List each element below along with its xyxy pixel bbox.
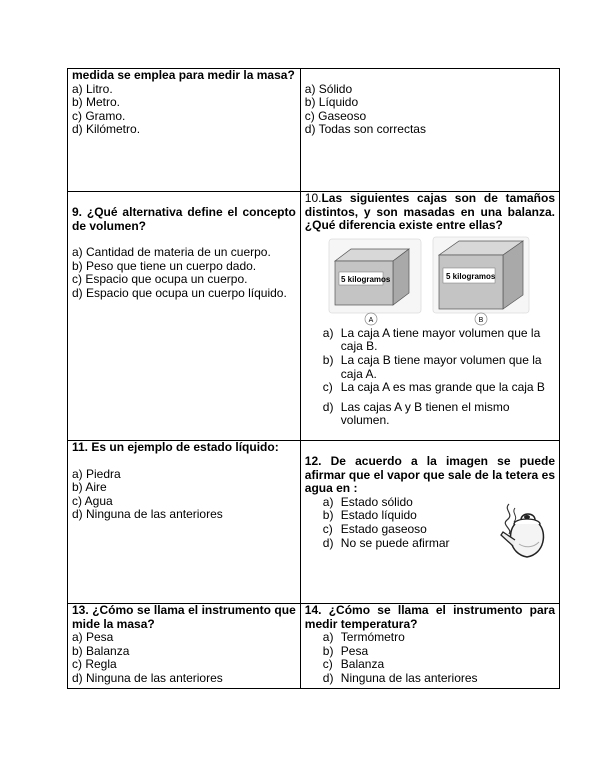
option: c) Espacio que ocupa un cuerpo. — [72, 272, 248, 287]
question-cell — [68, 441, 301, 604]
question-cell — [300, 69, 559, 192]
option: a) Pesa — [72, 630, 114, 645]
option: a) Litro. — [72, 81, 113, 96]
box-a-label: 5 kilogramos — [340, 274, 391, 284]
option: a) Piedra — [72, 466, 121, 481]
table-row — [68, 192, 560, 441]
question-cell — [68, 604, 301, 689]
question-title: 9. ¿Qué alternativa define el concepto de volumen? — [72, 205, 296, 233]
option: c) Balanza — [322, 657, 385, 672]
option: a) La caja A tiene mayor volumen que la caja B. — [322, 325, 541, 354]
option: d) Ninguna de las anteriores — [72, 670, 223, 685]
table-row — [68, 441, 560, 604]
question-title: 12. De acuerdo a la imagen se puede afirmar que el vapor que sale de la tetera es agua en : — [304, 454, 555, 496]
option: c) Agua — [72, 493, 113, 508]
option: c) La caja A es mas grande que la caja B — [322, 380, 545, 395]
question-title: 11. Es un ejemplo de estado líquido: — [72, 440, 279, 454]
option: b) Pesa — [322, 643, 369, 658]
option: a) Cantidad de materia de un cuerpo. — [72, 245, 271, 260]
box-b-tag: B — [478, 316, 484, 324]
question-cell — [300, 604, 559, 689]
option: c) Estado gaseoso — [322, 521, 427, 536]
boxes-illustration — [305, 235, 555, 327]
option: c) Regla — [72, 657, 117, 672]
question-table — [67, 68, 560, 689]
box-b-label: 5 kilogramos — [445, 271, 496, 281]
box-b-icon — [439, 241, 523, 309]
question-title: medida se emplea para medir la masa? — [72, 68, 295, 82]
table-row — [68, 69, 560, 192]
option: d) Kilómetro. — [72, 122, 141, 137]
option: d) Ninguna de las anteriores — [72, 507, 223, 522]
box-a-tag: A — [368, 316, 374, 324]
table-row — [68, 604, 560, 689]
option: c) Gaseoso — [304, 108, 367, 123]
option: a) Termómetro — [322, 630, 405, 645]
question-number: 10. — [304, 191, 322, 205]
question-title: 14. ¿Cómo se llama el instrumento para medir temperatura? — [304, 603, 555, 631]
box-a-icon — [335, 249, 409, 305]
question-cell — [68, 192, 301, 441]
option: d) No se puede afirmar — [322, 535, 450, 550]
question-cell — [300, 441, 559, 604]
option: d) Espacio que ocupa un cuerpo líquido. — [72, 285, 287, 300]
option: b) Peso que tiene un cuerpo dado. — [72, 258, 257, 273]
option: b) Aire — [72, 480, 107, 495]
option: b) La caja B tiene mayor volumen que la caja A. — [322, 352, 542, 381]
boxes-image — [305, 235, 550, 327]
option: d) Ninguna de las anteriores — [322, 670, 478, 685]
question-title: 10.Las siguientes cajas son de tamaños distintos, y son masadas en una balanza. ¿Qué diferencia existe entre ellas? — [304, 191, 555, 233]
option: a) Sólido — [304, 81, 353, 96]
question-title: 13. ¿Cómo se llama el instrumento que mide la masa? — [72, 603, 296, 631]
option: b) Metro. — [72, 95, 121, 110]
option: b) Balanza — [72, 643, 130, 658]
option: d) Todas son correctas — [304, 122, 426, 137]
option: c) Gramo. — [72, 108, 126, 123]
option: d) Las cajas A y B tienen el mismo volumen. — [322, 399, 510, 428]
question-cell — [300, 192, 559, 441]
question-cell — [68, 69, 301, 192]
option: b) Líquido — [304, 95, 359, 110]
option: b) Estado líquido — [322, 508, 417, 523]
option: a) Estado sólido — [322, 494, 413, 509]
